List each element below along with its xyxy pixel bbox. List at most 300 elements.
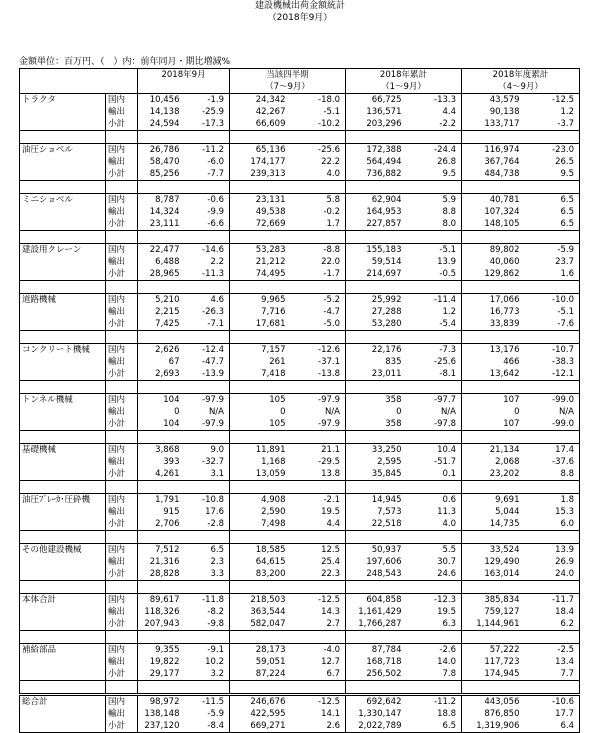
spacer-cell: [182, 431, 230, 444]
spacer-cell: [138, 281, 182, 294]
amount-cell: 21,134: [462, 444, 522, 457]
change-percent-cell: -4.0: [288, 644, 346, 657]
spacer-cell: [106, 331, 138, 344]
spacer-cell: [20, 681, 106, 695]
amount-cell: 203,296: [346, 118, 404, 131]
row-type-label: 国内: [106, 94, 138, 107]
change-percent-cell: -9.9: [182, 206, 230, 218]
change-percent-cell: N/A: [404, 406, 462, 418]
amount-cell: 9,965: [230, 294, 288, 307]
change-percent-cell: -11.2: [404, 695, 462, 709]
column-header: [462, 69, 580, 94]
change-percent-cell: -6.0: [182, 156, 230, 168]
table-row: [20, 244, 580, 257]
change-percent-cell: -47.7: [182, 356, 230, 368]
row-type-label: 国内: [106, 194, 138, 207]
change-percent-cell: -10.0: [522, 294, 580, 307]
spacer-cell: [20, 381, 106, 394]
spacer-cell: [404, 631, 462, 644]
change-percent-cell: -5.1: [522, 306, 580, 318]
amount-cell: 1,161,429: [358, 607, 402, 617]
amount-cell: 915: [163, 507, 180, 517]
amount-cell: 443,056: [462, 695, 522, 709]
amount-cell: 227,857: [346, 218, 404, 231]
row-type-label: 輸出: [106, 356, 138, 368]
amount-cell: 43,579: [462, 94, 522, 107]
amount-cell: 367,764: [484, 157, 520, 167]
change-percent-cell: N/A: [522, 406, 580, 418]
spacer-cell: [404, 681, 462, 695]
amount-cell: 604,858: [346, 594, 404, 607]
amount-cell: 129,862: [462, 268, 522, 281]
amount-cell: 7,512: [138, 544, 182, 557]
column-header: [230, 69, 346, 94]
category-label: その他建設機械: [20, 544, 106, 581]
amount-cell: 4,908: [230, 494, 288, 507]
spacer-row: [20, 331, 580, 344]
row-type-label: 小計: [106, 618, 138, 631]
change-percent-cell: -97.9: [288, 394, 346, 407]
change-percent-cell: -7.1: [182, 318, 230, 331]
amount-cell: 466: [503, 357, 520, 367]
change-percent-cell: 13.4: [522, 656, 580, 668]
change-percent-cell: 4.0: [288, 168, 346, 181]
change-percent-cell: -29.5: [288, 456, 346, 468]
change-percent-cell: 15.3: [522, 506, 580, 518]
amount-cell: 17,066: [462, 294, 522, 307]
amount-cell: 33,839: [462, 318, 522, 331]
spacer-cell: [138, 181, 182, 194]
table-row: [20, 194, 580, 207]
column-header-line1: 2018年累計: [379, 70, 428, 80]
amount-cell: 174,177: [250, 157, 286, 167]
column-header-line1: 2018年9月: [161, 70, 206, 80]
spacer-cell: [346, 231, 404, 244]
spacer-row: [20, 481, 580, 494]
change-percent-cell: 17.7: [522, 708, 580, 720]
change-percent-cell: 2.7: [288, 618, 346, 631]
amount-cell: 117,723: [484, 657, 520, 667]
spacer-cell: [522, 531, 580, 544]
table-row: [20, 494, 580, 507]
spacer-cell: [230, 331, 288, 344]
spacer-cell: [462, 331, 522, 344]
amount-cell: 174,945: [462, 668, 522, 681]
spacer-cell: [138, 431, 182, 444]
change-percent-cell: -5.1: [404, 244, 462, 257]
amount-cell: 218,503: [230, 594, 288, 607]
change-percent-cell: -99.0: [522, 418, 580, 431]
amount-cell: 105: [230, 418, 288, 431]
spacer-row: [20, 181, 580, 194]
row-type-label: 国内: [106, 294, 138, 307]
spacer-cell: [288, 681, 346, 695]
spacer-cell: [20, 281, 106, 294]
change-percent-cell: 1.7: [288, 218, 346, 231]
spacer-cell: [288, 281, 346, 294]
category-label: 総合計: [20, 695, 106, 733]
change-percent-cell: -24.4: [404, 144, 462, 157]
change-percent-cell: -12.1: [522, 368, 580, 381]
spacer-cell: [288, 181, 346, 194]
row-type-label: 小計: [106, 268, 138, 281]
amount-cell: 107,324: [484, 207, 520, 217]
spacer-cell: [230, 681, 288, 695]
amount-cell: 26,786: [138, 144, 182, 157]
spacer-row: [20, 581, 580, 594]
amount-cell: 25,992: [346, 294, 404, 307]
spacer-cell: [346, 531, 404, 544]
change-percent-cell: 25.4: [288, 556, 346, 568]
change-percent-cell: 21.1: [288, 444, 346, 457]
change-percent-cell: -0.5: [404, 268, 462, 281]
spacer-cell: [182, 131, 230, 144]
change-percent-cell: 18.8: [404, 708, 462, 720]
amount-cell: 2,626: [138, 344, 182, 357]
amount-cell: 53,283: [230, 244, 288, 257]
table-row: [20, 144, 580, 157]
amount-cell: 164,953: [366, 207, 402, 217]
spacer-cell: [106, 131, 138, 144]
category-label: 道路機械: [20, 294, 106, 331]
change-percent-cell: -12.3: [404, 594, 462, 607]
spacer-cell: [522, 381, 580, 394]
change-percent-cell: 26.5: [522, 156, 580, 168]
change-percent-cell: -1.7: [288, 268, 346, 281]
amount-cell: 35,845: [346, 468, 404, 481]
amount-cell: 759,127: [484, 607, 520, 617]
change-percent-cell: N/A: [182, 406, 230, 418]
change-percent-cell: 5.9: [404, 194, 462, 207]
spacer-cell: [288, 631, 346, 644]
change-percent-cell: -9.8: [182, 618, 230, 631]
spacer-cell: [106, 681, 138, 695]
row-type-label: 小計: [106, 518, 138, 531]
spacer-cell: [20, 631, 106, 644]
amount-cell: 65,136: [230, 144, 288, 157]
change-percent-cell: -25.6: [288, 144, 346, 157]
amount-cell: 107: [462, 418, 522, 431]
row-type-label: 輸出: [106, 606, 138, 618]
spacer-cell: [182, 531, 230, 544]
amount-cell: 14,735: [462, 518, 522, 531]
change-percent-cell: 1.8: [522, 494, 580, 507]
spacer-cell: [346, 631, 404, 644]
change-percent-cell: 23.7: [522, 256, 580, 268]
amount-cell: 57,222: [462, 644, 522, 657]
change-percent-cell: 14.1: [288, 708, 346, 720]
change-percent-cell: 6.5: [404, 720, 462, 733]
change-percent-cell: 6.5: [522, 218, 580, 231]
amount-cell: 33,524: [462, 544, 522, 557]
spacer-cell: [20, 481, 106, 494]
change-percent-cell: 17.4: [522, 444, 580, 457]
change-percent-cell: 8.0: [404, 218, 462, 231]
row-type-label: 国内: [106, 544, 138, 557]
amount-cell: 148,105: [462, 218, 522, 231]
column-header: [346, 69, 462, 94]
change-percent-cell: 14.0: [404, 656, 462, 668]
category-label: 補給部品: [20, 644, 106, 681]
change-percent-cell: -37.6: [522, 456, 580, 468]
spacer-cell: [462, 231, 522, 244]
change-percent-cell: -97.8: [404, 418, 462, 431]
change-percent-cell: 12.7: [288, 656, 346, 668]
amount-cell: 23,202: [462, 468, 522, 481]
row-type-label: 輸出: [106, 456, 138, 468]
spacer-cell: [462, 381, 522, 394]
row-type-label: 輸出: [106, 556, 138, 568]
spacer-cell: [230, 631, 288, 644]
table-row: [20, 94, 580, 107]
change-percent-cell: -1.9: [182, 94, 230, 107]
spacer-cell: [138, 331, 182, 344]
amount-cell: 87,784: [346, 644, 404, 657]
report-title: 建設機械出荷金額統計: [254, 1, 345, 11]
amount-cell: 2,590: [261, 507, 286, 517]
spacer-cell: [404, 581, 462, 594]
change-percent-cell: -10.2: [288, 118, 346, 131]
amount-cell: 9,691: [462, 494, 522, 507]
amount-cell: 89,617: [138, 594, 182, 607]
spacer-cell: [404, 331, 462, 344]
spacer-cell: [346, 331, 404, 344]
amount-cell: 133,717: [462, 118, 522, 131]
spacer-cell: [20, 231, 106, 244]
change-percent-cell: -12.6: [288, 344, 346, 357]
column-header-line1: 当該四半期: [266, 70, 309, 80]
change-percent-cell: -11.5: [182, 695, 230, 709]
row-type-label: 国内: [106, 444, 138, 457]
change-percent-cell: 2.3: [182, 556, 230, 568]
row-type-label: 小計: [106, 418, 138, 431]
change-percent-cell: -12.5: [288, 594, 346, 607]
change-percent-cell: 1.2: [522, 106, 580, 118]
spacer-cell: [288, 581, 346, 594]
amount-cell: 5,044: [495, 507, 520, 517]
amount-cell: 248,543: [346, 568, 404, 581]
change-percent-cell: -25.6: [404, 356, 462, 368]
category-label: ミニショベル: [20, 194, 106, 231]
amount-cell: 385,834: [462, 594, 522, 607]
spacer-cell: [182, 631, 230, 644]
row-type-label: 小計: [106, 368, 138, 381]
change-percent-cell: 4.6: [182, 294, 230, 307]
amount-cell: 62,904: [346, 194, 404, 207]
amount-cell: 22,176: [346, 344, 404, 357]
change-percent-cell: -6.6: [182, 218, 230, 231]
column-header-line2: （1～9月）: [381, 82, 426, 92]
change-percent-cell: -99.0: [522, 394, 580, 407]
spacer-cell: [404, 131, 462, 144]
row-type-label: 輸出: [106, 708, 138, 720]
report-header: [0, 0, 600, 24]
spacer-cell: [288, 481, 346, 494]
amount-cell: 9,355: [138, 644, 182, 657]
change-percent-cell: 4.4: [288, 518, 346, 531]
spacer-cell: [182, 581, 230, 594]
amount-cell: 0: [280, 407, 286, 417]
amount-cell: 72,669: [230, 218, 288, 231]
spacer-cell: [230, 481, 288, 494]
amount-cell: 0: [174, 407, 180, 417]
change-percent-cell: -0.2: [288, 206, 346, 218]
amount-cell: 669,271: [230, 720, 288, 733]
change-percent-cell: -51.7: [404, 456, 462, 468]
change-percent-cell: -8.1: [404, 368, 462, 381]
spacer-cell: [522, 331, 580, 344]
amount-cell: 2,022,789: [346, 720, 404, 733]
spacer-cell: [230, 131, 288, 144]
amount-cell: 7,418: [230, 368, 288, 381]
change-percent-cell: 8.8: [522, 468, 580, 481]
report-subtitle: （2018年9月）: [267, 13, 333, 23]
change-percent-cell: -2.6: [404, 644, 462, 657]
spacer-cell: [182, 331, 230, 344]
amount-cell: 13,176: [462, 344, 522, 357]
change-percent-cell: 6.0: [522, 518, 580, 531]
amount-cell: 484,738: [462, 168, 522, 181]
spacer-cell: [522, 481, 580, 494]
row-type-label: 国内: [106, 695, 138, 709]
spacer-cell: [230, 531, 288, 544]
amount-cell: 87,224: [230, 668, 288, 681]
spacer-cell: [20, 531, 106, 544]
spacer-cell: [404, 431, 462, 444]
change-percent-cell: -13.3: [404, 94, 462, 107]
amount-cell: 21,316: [149, 557, 180, 567]
change-percent-cell: -32.7: [182, 456, 230, 468]
spacer-cell: [20, 131, 106, 144]
spacer-cell: [288, 331, 346, 344]
row-type-label: 輸出: [106, 656, 138, 668]
spacer-cell: [288, 381, 346, 394]
change-percent-cell: -11.3: [182, 268, 230, 281]
spacer-cell: [462, 181, 522, 194]
spacer-cell: [230, 581, 288, 594]
row-type-label: 輸出: [106, 206, 138, 218]
category-label: 本体合計: [20, 594, 106, 631]
change-percent-cell: -9.1: [182, 644, 230, 657]
amount-cell: 8,787: [138, 194, 182, 207]
amount-cell: 42,267: [255, 107, 286, 117]
amount-cell: 98,972: [138, 695, 182, 709]
spacer-cell: [138, 381, 182, 394]
change-percent-cell: 6.3: [404, 618, 462, 631]
change-percent-cell: -2.5: [522, 644, 580, 657]
amount-cell: 22,477: [138, 244, 182, 257]
change-percent-cell: -12.5: [522, 94, 580, 107]
spacer-cell: [106, 431, 138, 444]
amount-cell: 2,215: [155, 307, 180, 317]
change-percent-cell: 6.7: [288, 668, 346, 681]
spacer-cell: [230, 381, 288, 394]
change-percent-cell: -26.3: [182, 306, 230, 318]
change-percent-cell: -8.2: [182, 606, 230, 618]
row-type-label: 小計: [106, 468, 138, 481]
spacer-cell: [138, 631, 182, 644]
spacer-cell: [138, 581, 182, 594]
change-percent-cell: 6.5: [522, 206, 580, 218]
amount-cell: 23,011: [346, 368, 404, 381]
change-percent-cell: 1.6: [522, 268, 580, 281]
amount-cell: 876,850: [484, 709, 520, 719]
spacer-cell: [522, 231, 580, 244]
amount-cell: 18,585: [230, 544, 288, 557]
change-percent-cell: 9.5: [522, 168, 580, 181]
change-percent-cell: -5.2: [288, 294, 346, 307]
amount-cell: 53,280: [346, 318, 404, 331]
spacer-cell: [182, 281, 230, 294]
category-label: 基礎機械: [20, 444, 106, 481]
change-percent-cell: 26.8: [404, 156, 462, 168]
spacer-cell: [20, 431, 106, 444]
amount-cell: 50,937: [346, 544, 404, 557]
amount-cell: 7,573: [377, 507, 402, 517]
row-type-label: 輸出: [106, 406, 138, 418]
category-label: 建設用クレーン: [20, 244, 106, 281]
change-percent-cell: 0.1: [404, 468, 462, 481]
amount-cell: 90,138: [489, 107, 520, 117]
change-percent-cell: -11.4: [404, 294, 462, 307]
change-percent-cell: 13.8: [288, 468, 346, 481]
spacer-cell: [522, 181, 580, 194]
amount-cell: 104: [138, 418, 182, 431]
amount-cell: 14,945: [346, 494, 404, 507]
amount-cell: 28,828: [138, 568, 182, 581]
amount-cell: 256,502: [346, 668, 404, 681]
change-percent-cell: -4.7: [288, 306, 346, 318]
spacer-row: [20, 431, 580, 444]
change-percent-cell: 22.0: [288, 256, 346, 268]
column-header-line1: 2018年度累計: [492, 70, 549, 80]
table-row: [20, 294, 580, 307]
amount-cell: 14,138: [149, 107, 180, 117]
spacer-cell: [106, 631, 138, 644]
row-type-label: 小計: [106, 568, 138, 581]
amount-cell: 237,120: [138, 720, 182, 733]
amount-cell: 2,068: [495, 457, 520, 467]
change-percent-cell: 7.7: [522, 668, 580, 681]
spacer-cell: [138, 131, 182, 144]
spacer-cell: [522, 131, 580, 144]
spacer-cell: [462, 281, 522, 294]
row-type-label: 輸出: [106, 256, 138, 268]
amount-cell: 163,014: [462, 568, 522, 581]
spacer-cell: [288, 131, 346, 144]
spacer-cell: [106, 381, 138, 394]
row-type-label: 小計: [106, 168, 138, 181]
spacer-cell: [106, 481, 138, 494]
amount-cell: 835: [385, 357, 402, 367]
amount-cell: 67: [168, 357, 180, 367]
amount-cell: 21,212: [255, 257, 286, 267]
row-type-label: 国内: [106, 344, 138, 357]
category-label: トンネル機械: [20, 394, 106, 431]
amount-cell: 13,642: [462, 368, 522, 381]
spacer-cell: [346, 431, 404, 444]
amount-cell: 1,319,906: [462, 720, 522, 733]
amount-cell: 7,498: [230, 518, 288, 531]
amount-cell: 0: [396, 407, 402, 417]
row-type-label: 小計: [106, 218, 138, 231]
amount-cell: 27,288: [371, 307, 402, 317]
spacer-cell: [462, 531, 522, 544]
spacer-cell: [138, 231, 182, 244]
amount-cell: 1,791: [138, 494, 182, 507]
change-percent-cell: -11.2: [182, 144, 230, 157]
change-percent-cell: 9.5: [404, 168, 462, 181]
